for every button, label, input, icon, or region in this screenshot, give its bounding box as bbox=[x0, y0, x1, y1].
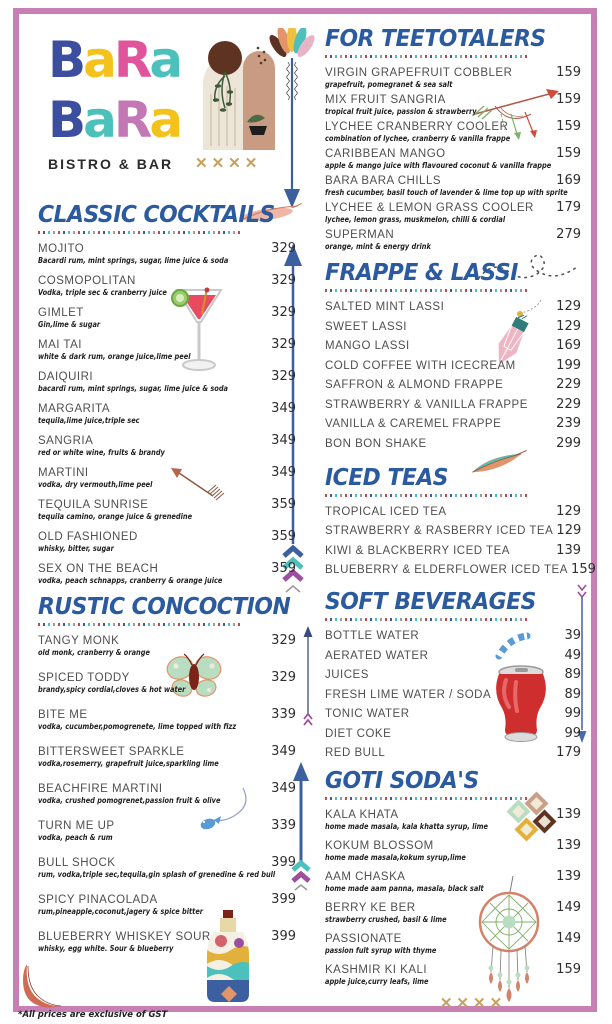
item-name: VIRGIN GRAPEFRUIT COBBLER bbox=[325, 67, 513, 79]
item-description: rum,pineapple,coconut,jagery & spice bitter bbox=[38, 907, 204, 916]
item-price: 329 bbox=[271, 670, 296, 685]
dotted-separator bbox=[38, 623, 243, 626]
item-price: 129 bbox=[556, 523, 582, 538]
brand-subtitle: BISTRO & BAR bbox=[48, 156, 174, 172]
item-name: SAFFRON & ALMOND FRAPPE bbox=[325, 379, 504, 391]
item-price: 279 bbox=[556, 227, 581, 242]
item-name: LYCHEE CRANBERRY COOLER bbox=[325, 121, 509, 133]
menu-item-row bbox=[325, 437, 581, 451]
item-price: 329 bbox=[271, 273, 296, 288]
menu-item-row bbox=[325, 629, 581, 643]
item-description: whisky, bitter, sugar bbox=[38, 544, 114, 553]
item-price: 239 bbox=[556, 416, 581, 431]
item-price: 299 bbox=[556, 435, 581, 451]
section-title: RUSTIC CONCOCTION bbox=[38, 594, 291, 620]
item-name: SALTED MINT LASSI bbox=[325, 301, 445, 313]
item-name: STRAWBERRY & RASBERRY ICED TEA bbox=[325, 525, 554, 537]
menu-item-row bbox=[325, 339, 581, 353]
menu-item-row bbox=[325, 808, 581, 832]
menu-items bbox=[325, 503, 596, 578]
item-name: BEACHFIRE MARTINI bbox=[38, 783, 163, 795]
item-name: OLD FASHIONED bbox=[38, 531, 138, 543]
item-description: lychee, lemon grass, muskmelon, chilli & cordial bbox=[325, 215, 506, 224]
menu-item-row bbox=[38, 745, 296, 769]
item-name: BON BON SHAKE bbox=[325, 437, 427, 450]
item-name: AERATED WATER bbox=[325, 649, 429, 662]
item-name: MIX FRUIT SANGRIA bbox=[325, 94, 446, 106]
menu-item-row bbox=[325, 505, 581, 519]
item-price: 179 bbox=[556, 200, 581, 215]
item-name: SANGRIA bbox=[38, 435, 94, 447]
item-price: 399 bbox=[271, 929, 296, 944]
item-name: CARIBBEAN MANGO bbox=[325, 148, 446, 160]
item-price: 329 bbox=[271, 305, 296, 320]
item-description: old monk, cranberry & orange bbox=[38, 648, 150, 657]
section-title: ICED TEAS bbox=[325, 464, 449, 491]
item-price: 229 bbox=[556, 377, 581, 392]
item-price: 399 bbox=[271, 892, 296, 907]
logo-line-2 bbox=[48, 90, 296, 150]
menu-item-row bbox=[325, 544, 581, 558]
logo-letter: a bbox=[83, 91, 114, 149]
item-name: MANGO LASSI bbox=[325, 340, 410, 352]
item-price: 329 bbox=[271, 633, 296, 648]
item-description: fresh cucumber, basil touch of lavender & lime top up with sprite bbox=[325, 188, 568, 197]
item-name: SPICY PINACOLADA bbox=[38, 894, 158, 906]
section-title: FRAPPE & LASSI bbox=[325, 260, 518, 286]
item-name: BLUEBERRY WHISKEY SOUR bbox=[38, 931, 211, 943]
menu-item-row bbox=[325, 93, 581, 117]
menu-item-row bbox=[325, 174, 581, 198]
item-description: passion fult syrup with thyme bbox=[325, 946, 437, 955]
section-for-teetotalers bbox=[325, 26, 581, 252]
item-description: Gin,lime & sugar bbox=[38, 320, 101, 329]
menu-item-row bbox=[325, 147, 581, 171]
item-price: 399 bbox=[271, 855, 296, 870]
item-name: COSMOPOLITAN bbox=[38, 275, 136, 287]
item-description: home made aam panna, masala, black salt bbox=[325, 884, 484, 893]
item-description: combination of lychee, cranberry & vanilla frappe bbox=[325, 134, 511, 143]
item-price: 139 bbox=[556, 838, 581, 853]
menu-items bbox=[38, 242, 296, 586]
right-column bbox=[325, 14, 596, 1012]
section-title: GOTI SODA'S bbox=[325, 768, 479, 794]
menu-item-row bbox=[38, 782, 296, 806]
item-price: 159 bbox=[556, 962, 581, 977]
item-name: JUICES bbox=[325, 669, 369, 681]
item-description: vodka, peach schnapps, cranberry & orange juice bbox=[38, 576, 223, 585]
item-price: 139 bbox=[556, 869, 581, 884]
item-name: BLUEBERRY & ELDERFLOWER ICED TEA bbox=[325, 564, 568, 576]
item-name: BITE ME bbox=[38, 709, 88, 721]
item-description: vodka, dry vermouth,lime peel bbox=[38, 480, 153, 489]
menu-frame bbox=[13, 8, 597, 1012]
item-price: 199 bbox=[556, 357, 581, 373]
logo-line-1 bbox=[48, 30, 296, 90]
menu-item-row bbox=[38, 930, 296, 954]
menu-item-row bbox=[325, 707, 581, 721]
item-description: rum, vodka,triple sec,tequila,gin splash of grenedine & red bull bbox=[38, 870, 276, 879]
menu-item-row bbox=[325, 300, 581, 314]
item-name: BARA BARA CHILLS bbox=[325, 175, 442, 187]
menu-item-row bbox=[325, 66, 581, 90]
item-name: TEQUILA SUNRISE bbox=[38, 499, 149, 511]
menu-item-row bbox=[38, 434, 296, 458]
menu-item-row bbox=[325, 932, 581, 956]
item-price: 149 bbox=[556, 931, 581, 946]
menu-item-row bbox=[325, 228, 581, 252]
logo-letter: B bbox=[48, 91, 84, 149]
x-marks-decoration: ✕✕✕✕ bbox=[195, 155, 262, 172]
item-name: LYCHEE & LEMON GRASS COOLER bbox=[325, 202, 534, 214]
item-description: tequila camino, orange juice & grenedine bbox=[38, 512, 193, 521]
item-name: SWEET LASSI bbox=[325, 320, 407, 333]
menu-item-row bbox=[38, 306, 296, 330]
menu-item-row bbox=[325, 688, 581, 702]
item-name: KALA KHATA bbox=[325, 809, 399, 821]
item-description: strawberry crushed, basil & lime bbox=[325, 915, 447, 924]
menu-item-row bbox=[38, 530, 296, 554]
item-price: 99 bbox=[564, 706, 581, 721]
section-title: CLASSIC COCKTAILS bbox=[38, 202, 275, 228]
menu-item-row bbox=[38, 338, 296, 362]
item-name: BERRY KE BER bbox=[325, 902, 416, 914]
menu-item-row bbox=[38, 466, 296, 490]
item-price: 99 bbox=[564, 725, 581, 741]
item-price: 349 bbox=[271, 781, 296, 796]
menu-item-row bbox=[325, 839, 581, 863]
dotted-separator bbox=[325, 618, 530, 621]
item-description: brandy,spicy cordial,cloves & hot water bbox=[38, 685, 186, 694]
dotted-separator bbox=[325, 494, 530, 497]
logo-letter: a bbox=[149, 31, 181, 89]
menu-item-row bbox=[325, 727, 581, 741]
menu-item-row bbox=[325, 320, 581, 334]
item-price: 159 bbox=[556, 65, 581, 80]
item-description: vodka, cucumber,pomogrenete, lime topped with fizz bbox=[38, 722, 237, 731]
item-price: 349 bbox=[271, 401, 296, 416]
menu-item-row bbox=[38, 562, 296, 586]
logo-letter: R bbox=[113, 31, 150, 89]
menu-item-row bbox=[325, 963, 581, 987]
item-description: Bacardi rum, mint springs, sugar, lime juice & soda bbox=[38, 256, 229, 265]
menu-item-row bbox=[325, 201, 581, 225]
item-name: BOTTLE WATER bbox=[325, 630, 420, 642]
menu-item-row bbox=[325, 649, 581, 663]
item-price: 139 bbox=[556, 542, 581, 558]
menu-item-row bbox=[325, 901, 581, 925]
item-price: 49 bbox=[564, 647, 581, 663]
item-description: home made masala, kala khatta syrup, lime bbox=[325, 822, 489, 831]
item-price: 159 bbox=[556, 92, 581, 107]
menu-item-row bbox=[325, 562, 596, 577]
item-price: 139 bbox=[556, 807, 581, 822]
menu-item-row bbox=[325, 378, 581, 392]
item-price: 169 bbox=[556, 173, 581, 188]
item-price: 169 bbox=[556, 338, 581, 353]
item-price: 129 bbox=[556, 503, 581, 519]
item-name: KIWI & BLACKBERRY ICED TEA bbox=[325, 544, 510, 557]
menu-item-row bbox=[38, 893, 296, 917]
item-price: 349 bbox=[271, 744, 296, 759]
item-description: red or white wine, fruits & brandy bbox=[38, 448, 165, 457]
item-price: 159 bbox=[556, 146, 581, 161]
section-iced-teas bbox=[325, 464, 596, 578]
menu-item-row bbox=[38, 671, 296, 695]
brand-header bbox=[38, 30, 296, 202]
menu-items bbox=[325, 808, 581, 987]
item-description: vodka,rosemerry, grapefruit juice,sparkling lime bbox=[38, 759, 219, 768]
item-description: vodka, peach & rum bbox=[38, 833, 113, 842]
item-price: 359 bbox=[271, 561, 296, 576]
item-name: KASHMIR KI KALI bbox=[325, 964, 428, 976]
item-description: whisky, egg white. Sour & blueberry bbox=[38, 944, 174, 953]
logo-letter: B bbox=[48, 31, 84, 89]
gst-footnote: *All prices are exclusive of GST bbox=[18, 1010, 168, 1020]
menu-item-row bbox=[325, 120, 581, 144]
item-description: bacardi rum, mint springs, sugar, lime juice & soda bbox=[38, 384, 229, 393]
item-name: SPICED TODDY bbox=[38, 672, 130, 684]
item-name: BITTERSWEET SPARKLE bbox=[38, 746, 185, 758]
dotted-separator bbox=[325, 55, 530, 58]
menu-item-row bbox=[38, 819, 296, 843]
section-frappe-lassi bbox=[325, 260, 581, 451]
item-description: tropical fruit juice, passion & strawberry bbox=[325, 107, 477, 116]
item-price: 39 bbox=[564, 628, 581, 643]
section-soft-beverages bbox=[325, 589, 581, 760]
item-name: SEX ON THE BEACH bbox=[38, 563, 159, 575]
item-name: MAI TAI bbox=[38, 339, 82, 351]
logo-letter: R bbox=[113, 91, 150, 149]
item-price: 339 bbox=[271, 707, 296, 722]
item-name: DAIQUIRI bbox=[38, 371, 94, 383]
item-name: TURN ME UP bbox=[38, 820, 115, 832]
menu-item-row bbox=[325, 668, 581, 682]
menu-item-row bbox=[38, 856, 296, 880]
menu-item-row bbox=[38, 708, 296, 732]
item-name: PASSIONATE bbox=[325, 933, 402, 945]
item-name: TANGY MONK bbox=[38, 635, 120, 647]
menu-items bbox=[325, 300, 581, 451]
item-price: 349 bbox=[271, 433, 296, 448]
menu-item-row bbox=[325, 524, 581, 538]
item-price: 179 bbox=[556, 745, 581, 760]
menu-item-row bbox=[38, 498, 296, 522]
item-name: TONIC WATER bbox=[325, 708, 410, 720]
item-description: orange, mint & energy drink bbox=[325, 242, 431, 251]
menu-item-row bbox=[38, 274, 296, 298]
section-title: FOR TEETOTALERS bbox=[325, 26, 546, 52]
item-description: home made masala,kokum syrup,lime bbox=[325, 853, 466, 862]
menu-item-row bbox=[38, 402, 296, 426]
item-name: MARGARITA bbox=[38, 403, 111, 415]
item-price: 329 bbox=[271, 337, 296, 352]
logo-letter: a bbox=[83, 31, 114, 89]
item-name: DIET COKE bbox=[325, 727, 392, 740]
item-name: STRAWBERRY & VANILLA FRAPPE bbox=[325, 398, 528, 411]
item-price: 359 bbox=[271, 497, 296, 512]
item-price: 359 bbox=[271, 529, 296, 544]
item-price: 159 bbox=[556, 119, 581, 134]
item-price: 129 bbox=[556, 318, 581, 334]
logo-letter: a bbox=[149, 91, 181, 149]
item-name: TROPICAL ICED TEA bbox=[325, 505, 447, 518]
item-description: white & dark rum, orange juice,lime peel bbox=[38, 352, 191, 361]
brand-logo bbox=[38, 30, 296, 172]
item-name: VANILLA & CAREMEL FRAPPE bbox=[325, 418, 502, 430]
item-description: Vodka, triple sec & cranberry juice bbox=[38, 288, 167, 297]
dotted-separator bbox=[325, 289, 530, 292]
item-price: 339 bbox=[271, 818, 296, 833]
item-price: 229 bbox=[556, 396, 581, 412]
item-price: 329 bbox=[271, 241, 296, 256]
menu-item-row bbox=[38, 242, 296, 266]
item-description: apple juice,curry leafs, lime bbox=[325, 977, 429, 986]
dotted-separator bbox=[38, 231, 243, 234]
item-price: 349 bbox=[271, 465, 296, 480]
item-price: 89 bbox=[564, 686, 581, 702]
item-description: grapefruit, pomegranet & sea salt bbox=[325, 80, 453, 89]
item-name: KOKUM BLOSSOM bbox=[325, 840, 434, 852]
item-name: GIMLET bbox=[38, 307, 84, 319]
menu-item-row bbox=[325, 746, 581, 760]
menu-item-row bbox=[38, 634, 296, 658]
menu-item-row bbox=[38, 370, 296, 394]
section-goti-sodas bbox=[325, 768, 581, 987]
item-name: RED BULL bbox=[325, 747, 386, 759]
menu-items bbox=[325, 66, 581, 252]
item-name: SUPERMAN bbox=[325, 229, 395, 241]
item-name: AAM CHASKA bbox=[325, 871, 406, 883]
menu-item-row bbox=[325, 398, 581, 412]
x-marks-decoration: ✕✕✕✕ bbox=[439, 995, 507, 1012]
item-description: vodka, crushed pomogrenet,passion fruit & olive bbox=[38, 796, 221, 805]
item-price: 89 bbox=[564, 667, 581, 682]
item-description: tequila,lime juice,triple sec bbox=[38, 416, 140, 425]
item-name: MARTINI bbox=[38, 467, 89, 479]
menu-items bbox=[38, 634, 296, 954]
section-rustic-concoction bbox=[38, 594, 296, 954]
item-price: 329 bbox=[271, 369, 296, 384]
item-name: BULL SHOCK bbox=[38, 857, 116, 869]
dotted-separator bbox=[325, 797, 530, 800]
item-description: apple & mango juice with flavoured coconut & vanilla frappe bbox=[325, 161, 552, 170]
thin-arrow-up-decoration bbox=[301, 626, 315, 735]
item-name: MOJITO bbox=[38, 243, 85, 255]
item-price: 129 bbox=[556, 299, 581, 314]
menu-item-row bbox=[325, 417, 581, 431]
item-price: 159 bbox=[571, 562, 596, 577]
item-price: 149 bbox=[556, 900, 581, 915]
menu-item-row bbox=[325, 359, 581, 373]
item-name: FRESH LIME WATER / SODA bbox=[325, 688, 492, 701]
menu-items bbox=[325, 629, 581, 760]
section-classic-cocktails bbox=[38, 202, 296, 586]
section-title: SOFT BEVERAGES bbox=[325, 589, 536, 615]
item-name: COLD COFFEE WITH ICECREAM bbox=[325, 359, 516, 372]
menu-item-row bbox=[325, 870, 581, 894]
